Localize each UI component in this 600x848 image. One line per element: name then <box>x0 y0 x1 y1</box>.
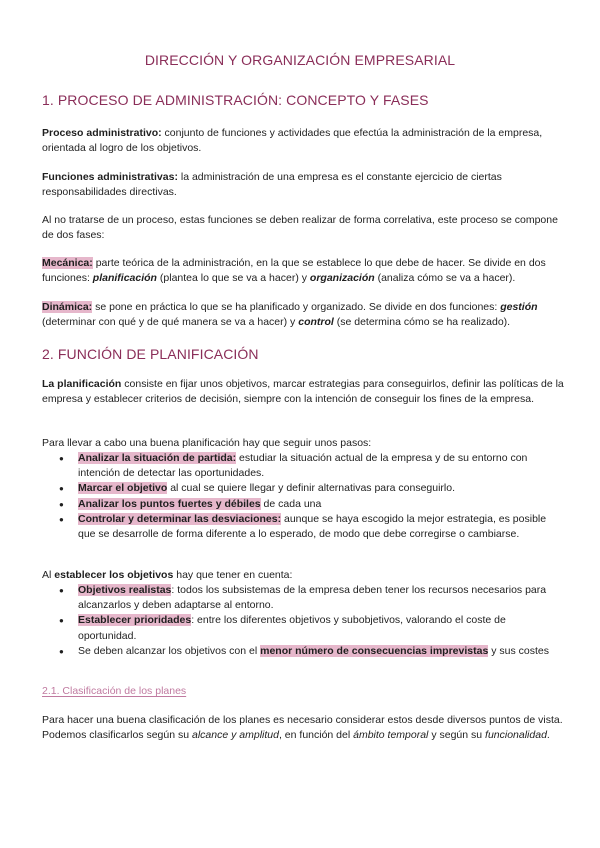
list-item <box>42 583 564 613</box>
document-title: DIRECCIÓN Y ORGANIZACIÓN EMPRESARIAL <box>144 52 456 68</box>
keyword-ambito-temporal: ámbito temporal <box>353 729 429 742</box>
step-text: al cual se quiere llegar y definir alternativas para conseguirlo. <box>167 482 456 495</box>
step-term: Marcar el objetivo <box>78 482 168 495</box>
keyword-organizacion: organización <box>309 272 375 285</box>
step-term: Controlar y determinar las desviaciones: <box>78 512 282 525</box>
consideration-term: Objetivos realistas <box>78 584 172 596</box>
consideration-text: Se deben alcanzar los objetivos con el <box>78 644 261 657</box>
keyword-gestion: gestión <box>500 301 538 313</box>
paragraph-text: , en función del <box>278 729 354 742</box>
consideration-text: : entre los diferentes objetivos y subobjetivos, valorando el coste de oportunidad. <box>78 614 506 642</box>
list-item <box>42 512 564 542</box>
term-proceso-administrativo: Proceso administrativo: <box>42 127 162 139</box>
paragraph-proceso-administrativo <box>42 126 564 156</box>
steps-list <box>42 451 564 542</box>
paragraph-text: Al <box>42 569 55 581</box>
definition-text: la administración de una empresa es el constante ejercicio de ciertas responsabilidades directivas. <box>42 171 502 199</box>
list-item <box>42 451 564 481</box>
paragraph-text: (plantea lo que se va a hacer) y <box>156 272 310 285</box>
step-text: de cada una <box>260 497 322 510</box>
paragraph-text: parte teórica de la administración, en la que se establece lo que debe de hacer. Se divide en dos funciones: <box>42 257 546 285</box>
consideration-text: : todos los subsistemas de la empresa deben tener los recursos necesarios para alcanzarlos y deben adaptarse al entorno. <box>78 584 547 612</box>
consideration-term: Establecer prioridades <box>78 614 192 627</box>
keyword-alcance: alcance y amplitud <box>192 729 279 742</box>
step-term: Analizar la situación de partida: <box>78 452 237 464</box>
definition-text: conjunto de funciones y actividades que efectúa la administración de la empresa, orientada al logro de los objetivos. <box>42 127 543 155</box>
definition-text: consiste en fijar unos objetivos, marcar estrategias para conseguirlos, definir las políticas de la empresa y establecer criterios de decisión, siempre con la intención de conseguir los fines de la empresa. <box>42 378 564 406</box>
term-funciones-administrativas: Funciones administrativas: <box>42 171 178 183</box>
paragraph-text: se pone en práctica lo que se ha planificado y organizado. Se divide en dos funciones: <box>92 301 501 313</box>
keyword-planificacion: planificación <box>92 272 157 285</box>
consideration-text: y sus costes <box>488 644 549 657</box>
paragraph-text: (se determina cómo se ha realizado). <box>333 316 511 329</box>
paragraph-mecanica <box>42 256 564 286</box>
paragraph-text: hay que tener en cuenta: <box>173 569 293 581</box>
paragraph-clasificacion <box>42 713 564 743</box>
paragraph-text: y según su <box>428 729 486 742</box>
step-text: aunque se haya escogido la mejor estrategia, es posible que se desarrolle de forma diferente a lo esperado, de modo que debe corregirse o cambiarse. <box>78 512 547 541</box>
consideration-term: menor número de consecuencias imprevistas <box>260 644 489 657</box>
list-item <box>42 481 564 496</box>
paragraph-text: . <box>546 729 550 742</box>
list-item <box>42 613 564 643</box>
section-2-heading: 2. FUNCIÓN DE PLANIFICACIÓN <box>42 346 259 362</box>
step-term: Analizar los puntos fuertes y débiles <box>78 497 261 510</box>
keyword-funcionalidad: funcionalidad <box>485 729 547 742</box>
paragraph-text: (determinar con qué y de qué manera se va a hacer) y <box>42 316 299 329</box>
step-text: estudiar la situación actual de la empresa y de su entorno con intención de detectar las oportunidades. <box>78 452 528 480</box>
paragraph-text: (analiza cómo se va a hacer). <box>374 272 516 285</box>
subsection-2-1-heading: 2.1. Clasificación de los planes <box>42 685 187 697</box>
list-item <box>42 497 564 512</box>
paragraph-text: Para hacer una buena clasificación de los planes es necesario considerar estos desde diversos puntos de vista. Podemos clasificarlos según su <box>42 714 563 742</box>
term-la-planificacion: La planificación <box>42 378 122 390</box>
term-establecer-objetivos: establecer los objetivos <box>54 569 174 581</box>
paragraph-fases-intro: Al no tratarse de un proceso, estas funciones se deben realizar de forma correlativa, este proceso se compone de dos fases: <box>42 214 558 242</box>
section-1-heading: 1. PROCESO DE ADMINISTRACIÓN: CONCEPTO Y FASES <box>42 92 429 108</box>
paragraph-planificacion <box>42 377 564 407</box>
paragraph-dinamica <box>42 300 564 330</box>
keyword-control: control <box>298 316 334 329</box>
paragraph-objetivos-intro <box>42 568 564 583</box>
paragraph-funciones-administrativas <box>42 170 564 200</box>
paragraph-pasos-intro: Para llevar a cabo una buena planificación hay que seguir unos pasos: <box>42 437 372 449</box>
term-mecanica: Mecánica: <box>42 257 93 269</box>
list-item <box>42 644 564 659</box>
considerations-list <box>42 583 564 659</box>
term-dinamica: Dinámica: <box>42 301 93 313</box>
